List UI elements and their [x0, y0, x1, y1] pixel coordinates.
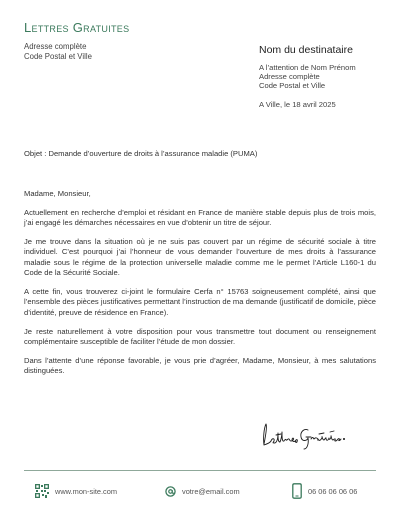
email-text[interactable]: votre@email.com	[182, 486, 240, 496]
recipient-address-line2: Code Postal et Ville	[259, 81, 326, 91]
sender-address-line1: Adresse complète	[24, 42, 87, 51]
paragraph-5: Dans l’attente d’une réponse favorable, je vous prie d’agréer, Madame, Monsieur, à mes salutations distinguées.	[24, 355, 376, 376]
footer-phone	[292, 482, 357, 500]
sender-address	[24, 42, 92, 62]
recipient-attention: A l’attention de Nom Prénom	[259, 63, 356, 72]
paragraph-3: A cette fin, vous trouverez ci-joint le formulaire Cerfa n° 15763 soigneusement complété, ainsi que l’ensemble des pièces justificatives permettant l’instruction de ma demande (justificatif de domicile, pièce d’identité, preuve de résidence en France).	[24, 287, 377, 317]
footer-divider	[24, 470, 376, 471]
paragraph-1: Actuellement en recherche d’emploi et résidant en France de manière stable depuis plus de trois mois, j’ai engagé les démarches nécessaires en vue d’obtenir un titre de séjour.	[24, 207, 376, 228]
mobile-phone-icon	[292, 483, 302, 499]
recipient-address-line1: Adresse complète	[259, 72, 320, 82]
recipient-name: Nom du destinataire	[259, 44, 353, 56]
qr-code-icon	[35, 484, 49, 498]
letter-body	[24, 189, 376, 385]
letter-subject: Objet : Demande d’ouverture de droits à l’assurance maladie (PUMA)	[24, 149, 258, 158]
greeting: Madame, Monsieur,	[24, 189, 91, 198]
date-line: A Ville, le 18 avril 2025	[259, 100, 336, 109]
at-sign-icon	[165, 486, 176, 497]
website-text[interactable]: www.mon-site.com	[55, 486, 118, 496]
phone-text[interactable]: 06 06 06 06 06	[308, 486, 358, 496]
footer-email	[165, 482, 240, 500]
recipient-address	[259, 63, 356, 91]
handwritten-signature	[258, 418, 348, 452]
sender-address-line2: Code Postal et Ville	[24, 51, 92, 61]
footer-website	[35, 482, 117, 500]
brand-name: Lettres Gratuites	[24, 20, 130, 35]
paragraph-4: Je reste naturellement à votre disposition pour vous transmettre tout document ou renseignement complémentaire susceptible de faciliter l’étude de mon dossier.	[24, 326, 376, 347]
paragraph-2: Je me trouve dans la situation où je ne suis pas couvert par un régime de sécurité sociale à titre individuel. C’est pourquoi j’ai l’honneur de vous demander l’ouverture de mes droits à l’assurance maladie sous le régime de la protection universelle maladie comme me le permet l’Article L160-1 du Code de la Sécurité Sociale.	[24, 237, 376, 278]
